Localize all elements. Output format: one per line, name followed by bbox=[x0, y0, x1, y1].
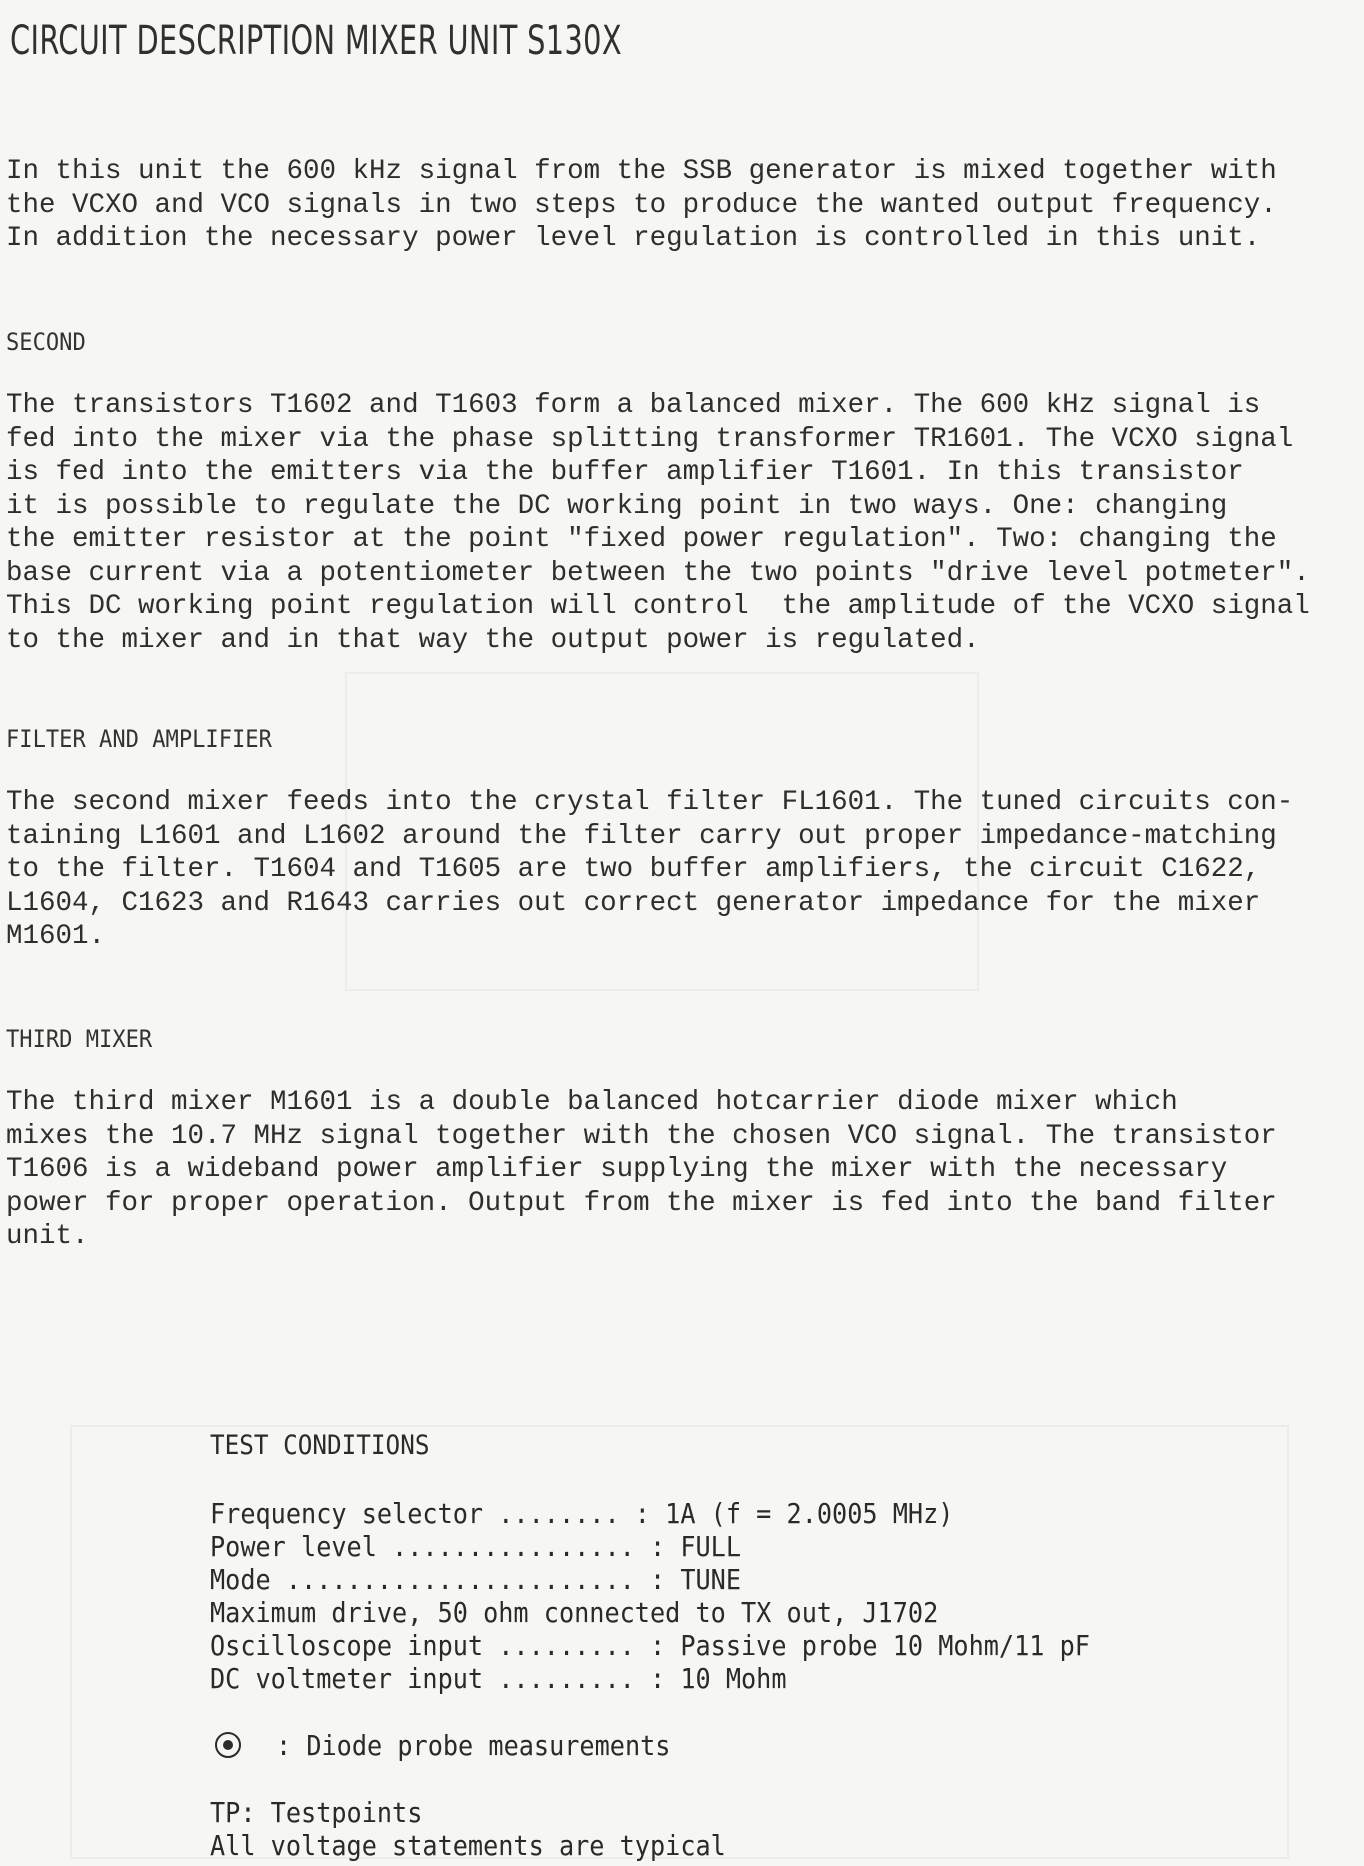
section-heading-second: SECOND bbox=[6, 328, 86, 356]
page-title: CIRCUIT DESCRIPTION MIXER UNIT S130X bbox=[10, 18, 622, 64]
test-row-mode: Mode ....................... : TUNE bbox=[210, 1563, 742, 1596]
test-row-power-level: Power level ................ : FULL bbox=[210, 1530, 742, 1563]
test-row-oscilloscope-input: Oscilloscope input ......... : Passive probe 10 Mohm/11 pF bbox=[210, 1629, 1090, 1662]
intro-paragraph: In this unit the 600 kHz signal from the SSB generator is mixed together with the VCXO and VCO signals in two steps to produce the wanted output frequency. In addition the necessary power level regulation is controlled in this unit. bbox=[6, 156, 1277, 254]
section-body-second: The transistors T1602 and T1603 form a balanced mixer. The 600 kHz signal is fed into the mixer via the phase splitting transformer TR1601. The VCXO signal is fed into the emitters via the buffer amplifier T1601. In this transistor it is possible to regulate the DC working point in two ways. One: changing the emitter resistor at the point "fixed power regulation". Two: changing the base current via a potentiometer between the two points "drive level potmeter". This DC working point regulation will control the amplitude of the VCXO signal to the mixer and in that way the output power is regulated. bbox=[6, 390, 1310, 656]
section-body-third-mixer: The third mixer M1601 is a double balanced hotcarrier diode mixer which mixes the 10.7 MHz signal together with the chosen VCO signal. The transistor T1606 is a wideband power amplifier supplying the mixer with the necessary power for proper operation. Output from the mixer is fed into the band filter unit. bbox=[6, 1087, 1277, 1252]
probe-legend: : Diode probe measurements bbox=[276, 1729, 671, 1762]
test-conditions-title: TEST CONDITIONS bbox=[210, 1430, 430, 1461]
voltage-note: All voltage statements are typical bbox=[210, 1829, 726, 1862]
test-row-frequency-selector: Frequency selector ........ : 1A (f = 2.0005 MHz) bbox=[210, 1497, 954, 1530]
diode-probe-icon bbox=[215, 1732, 241, 1758]
testpoints-legend: TP: Testpoints bbox=[210, 1796, 423, 1829]
section-body-filter-amplifier: The second mixer feeds into the crystal filter FL1601. The tuned circuits con- taining L1601 and L1602 around the filter carry out proper impedance-matching to the filter. T1604 and T1605 are two buffer amplifiers, the circuit C1622, L1604, C1623 and R1643 carries out correct generator impedance for the mixer M1601. bbox=[6, 787, 1294, 952]
section-heading-filter-amplifier: FILTER AND AMPLIFIER bbox=[6, 725, 272, 753]
test-row-dc-voltmeter-input: DC voltmeter input ......... : 10 Mohm bbox=[210, 1662, 787, 1695]
test-row-maximum-drive: Maximum drive, 50 ohm connected to TX out, J1702 bbox=[210, 1596, 939, 1629]
section-heading-third-mixer: THIRD MIXER bbox=[6, 1025, 153, 1053]
